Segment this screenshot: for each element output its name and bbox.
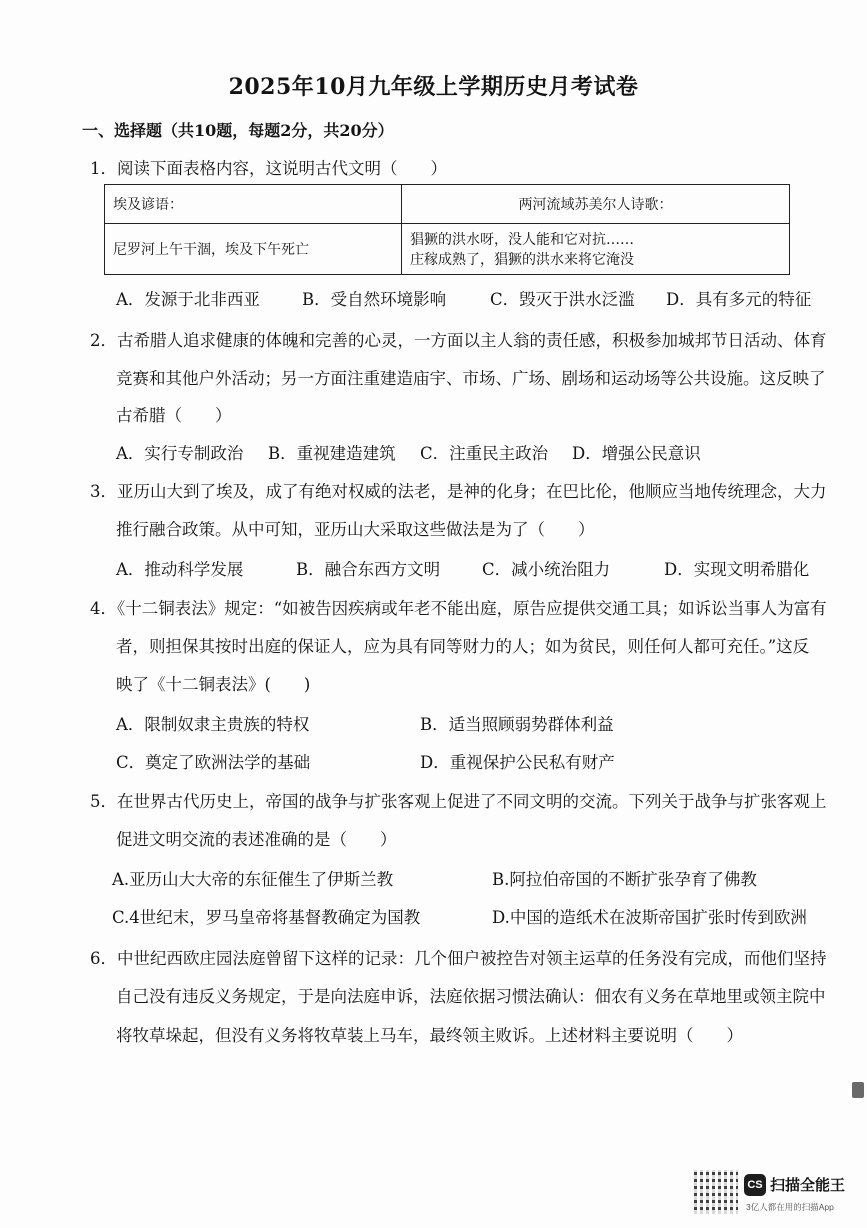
table-cell-sumer-line-2: 庄稼成熟了，猖獗的洪水来将它淹没	[410, 252, 634, 268]
q4-option-d: D．重视保护公民私有财产	[420, 753, 615, 772]
q4-line-2: 者，则担保其按时出庭的保证人，应为具有同等财力的人；如为贫民，则任何人都可充任。”这反	[116, 637, 810, 656]
q2-option-c: C．注重民主政治	[420, 444, 549, 463]
table-header-sumer: 两河流域苏美尔人诗歌：	[402, 185, 790, 224]
watermark-app-name: 扫描全能王	[770, 1177, 846, 1194]
q2-line-2: 竞赛和其他户外活动；另一方面注重建造庙宇、市场、广场、剧场和运动场等公共设施。这反映了	[116, 369, 826, 388]
q5-line-2: 促进文明交流的表述准确的是（ ）	[116, 830, 397, 849]
exam-title: 2025年10月九年级上学期历史月考试卷	[228, 74, 639, 100]
page-edge-mark	[852, 1082, 864, 1098]
q4-line-3: 映了《十二铜表法》( )	[116, 675, 311, 694]
q4-option-a: A．限制奴隶主贵族的特权	[116, 715, 310, 734]
q2-option-a: A．实行专制政治	[116, 444, 244, 463]
q3-option-a: A．推动科学发展	[116, 560, 244, 579]
q5-line-1: 5．在世界古代历史上，帝国的战争与扩张客观上促进了不同文明的交流。下列关于战争与扩张客观上	[90, 792, 827, 811]
q3-option-d: D．实现文明希腊化	[664, 560, 810, 579]
q2-line-1: 2．古希腊人追求健康的体魄和完善的心灵，一方面以主人翁的责任感，积极参加城邦节日活动、体育	[90, 331, 827, 350]
q5-option-b: B.阿拉伯帝国的不断扩张孕育了佛教	[492, 870, 757, 889]
q3-line-2: 推行融合政策。从中可知，亚历山大采取这些做法是为了（ ）	[116, 520, 595, 539]
q5-option-c: C.4世纪末，罗马皇帝将基督教确定为国教	[112, 908, 421, 927]
q3-option-c: C．减小统治阻力	[482, 560, 611, 579]
q5-option-a: A.亚历山大大帝的东征催生了伊斯兰教	[112, 870, 394, 889]
q1-option-d: D．具有多元的特征	[666, 290, 812, 309]
q5-option-d: D.中国的造纸术在波斯帝国扩张时传到欧洲	[492, 908, 807, 927]
table-header-egypt: 埃及谚语：	[105, 185, 402, 224]
q3-option-b: B．融合东西方文明	[296, 560, 441, 579]
question-1-stem: 1．阅读下面表格内容，这说明古代文明（ ）	[90, 159, 447, 178]
table-cell-egypt: 尼罗河上午干涸，埃及下午死亡	[105, 224, 402, 275]
q1-option-b: B．受自然环境影响	[302, 290, 447, 309]
q4-option-c: C．奠定了欧洲法学的基础	[116, 753, 311, 772]
table-cell-sumer-line-1: 猖獗的洪水呀，没人能和它对抗……	[410, 232, 634, 248]
table-cell-sumer	[402, 224, 790, 275]
camscanner-logo-icon: CS	[744, 1174, 766, 1196]
q1-option-c: C．毁灭于洪水泛滥	[490, 290, 635, 309]
q6-line-3: 将牧草垛起，但没有义务将牧草装上马车，最终领主败诉。上述材料主要说明（ ）	[116, 1026, 743, 1045]
q3-line-1: 3．亚历山大到了埃及，成了有绝对权威的法老，是神的化身；在巴比伦，他顺应当地传统理念，大力	[90, 482, 827, 501]
q2-line-3: 古希腊（ ）	[116, 406, 232, 425]
q1-option-a: A．发源于北非西亚	[116, 290, 260, 309]
q4-option-b: B．适当照顾弱势群体利益	[420, 715, 614, 734]
q4-line-1: 4．《十二铜表法》规定：“如被告因疾病或年老不能出庭，原告应提供交通工具；如诉讼当事人为富有	[90, 599, 827, 618]
qr-code-icon	[694, 1170, 738, 1214]
q6-line-2: 自己没有违反义务规定，于是向法庭申诉，法庭依据习惯法确认：佃农有义务在草地里或领主院中	[116, 987, 826, 1006]
q6-line-1: 6．中世纪西欧庄园法庭曾留下这样的记录：几个佃户被控告对领主运草的任务没有完成，而他们坚持	[90, 949, 827, 968]
section-heading: 一、选择题（共10题，每题2分，共20分）	[82, 121, 394, 140]
q2-option-b: B．重视建造建筑	[268, 444, 396, 463]
watermark-tagline: 3亿人都在用的扫描App	[746, 1202, 834, 1212]
q2-option-d: D．增强公民意识	[572, 444, 701, 463]
source-table	[104, 184, 790, 275]
